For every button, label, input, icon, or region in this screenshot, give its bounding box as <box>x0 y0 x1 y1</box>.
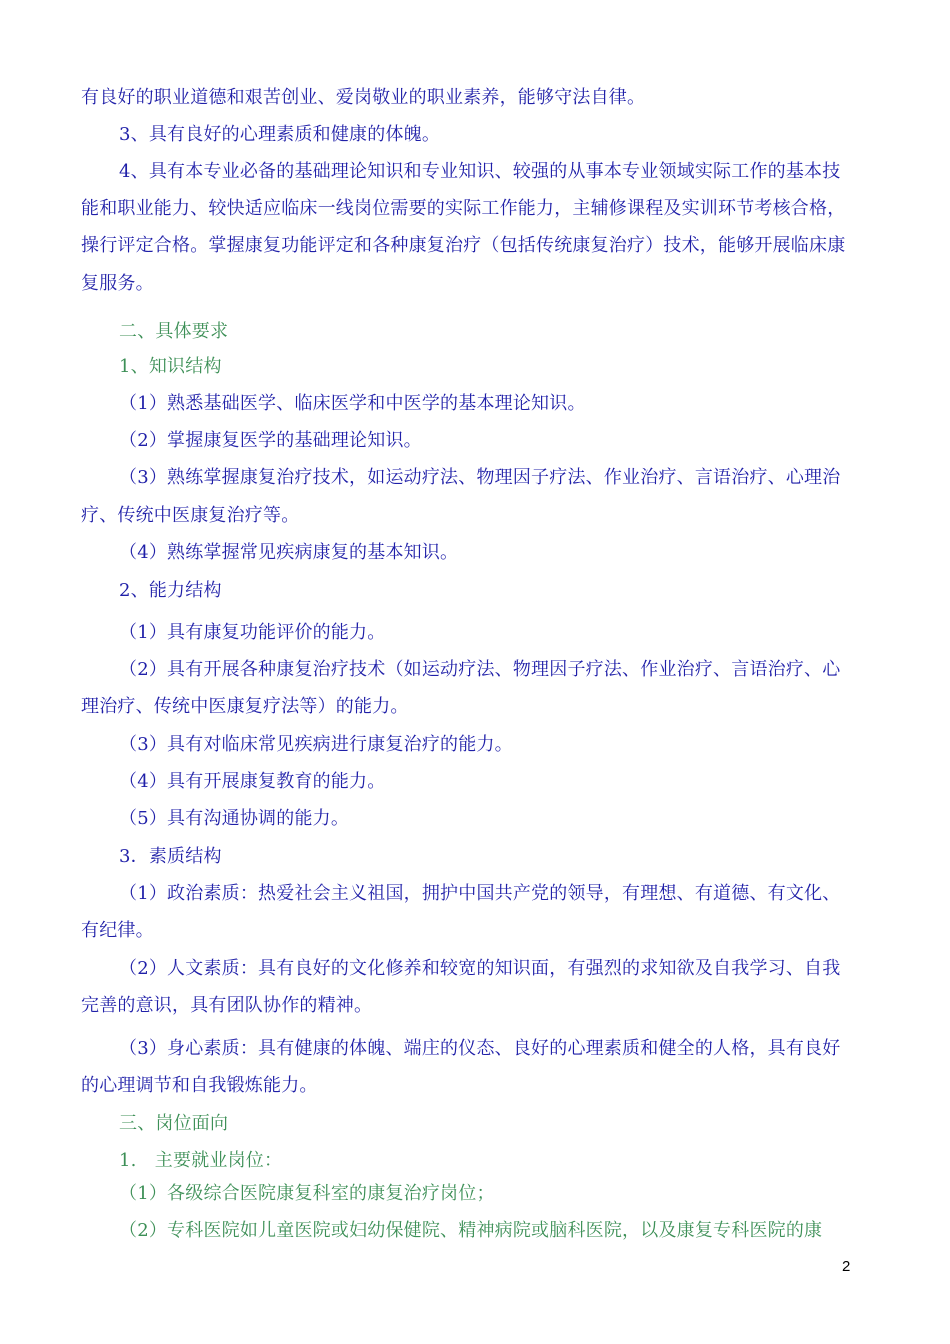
list-item: （5）具有沟通协调的能力。 <box>119 808 350 829</box>
list-item: 完善的意识，具有团队协作的精神。 <box>81 995 373 1016</box>
list-item: （1）各级综合医院康复科室的康复治疗岗位； <box>119 1183 495 1204</box>
list-item: （1）政治素质：热爱社会主义祖国，拥护中国共产党的领导，有理想、有道德、有文化、 <box>119 883 841 904</box>
paragraph-line: 操行评定合格。掌握康复功能评定和各种康复治疗（包括传统康复治疗）技术，能够开展临床康 <box>81 235 846 256</box>
list-item: （2）专科医院如儿童医院或妇幼保健院、精神病院或脑科医院，以及康复专科医院的康 <box>119 1220 823 1241</box>
paragraph-line: 有良好的职业道德和艰苦创业、爱岗敬业的职业素养，能够守法自律。 <box>81 87 646 108</box>
subsection-heading: 2、能力结构 <box>119 580 222 601</box>
page-number: 2 <box>842 1258 851 1275</box>
list-item: （3）具有对临床常见疾病进行康复治疗的能力。 <box>119 734 513 755</box>
list-item: （4）具有开展康复教育的能力。 <box>119 771 386 792</box>
list-item: （2）人文素质：具有良好的文化修养和较宽的知识面，有强烈的求知欲及自我学习、自我 <box>119 958 841 979</box>
list-item: （3）身心素质：具有健康的体魄、端庄的仪态、良好的心理素质和健全的人格，具有良好 <box>119 1038 841 1059</box>
list-item: 疗、传统中医康复治疗等。 <box>81 505 300 526</box>
list-item: 有纪律。 <box>81 920 154 941</box>
paragraph-line: 能和职业能力、较快适应临床一线岗位需要的实际工作能力，主辅修课程及实训环节考核合格， <box>81 198 846 219</box>
section-heading: 三、岗位面向 <box>119 1113 229 1134</box>
list-item: （2）掌握康复医学的基础理论知识。 <box>119 430 422 451</box>
subsection-heading: 1. 主要就业岗位： <box>119 1150 283 1171</box>
list-item: 理治疗、传统中医康复疗法等）的能力。 <box>81 696 409 717</box>
list-item: （3）熟练掌握康复治疗技术，如运动疗法、物理因子疗法、作业治疗、言语治疗、心理治 <box>119 467 841 488</box>
section-heading: 二、具体要求 <box>119 321 229 342</box>
subsection-heading: 1、知识结构 <box>119 356 222 377</box>
paragraph-line: 复服务。 <box>81 273 154 294</box>
list-item: （1）熟悉基础医学、临床医学和中医学的基本理论知识。 <box>119 393 586 414</box>
paragraph-line: 3、具有良好的心理素质和健康的体魄。 <box>119 124 441 145</box>
list-item: （4）熟练掌握常见疾病康复的基本知识。 <box>119 542 459 563</box>
subsection-heading: 3．素质结构 <box>119 846 222 867</box>
paragraph-line: 4、具有本专业必备的基础理论知识和专业知识、较强的从事本专业领域实际工作的基本技 <box>119 161 841 182</box>
list-item: （1）具有康复功能评价的能力。 <box>119 622 386 643</box>
list-item: 的心理调节和自我锻炼能力。 <box>81 1075 318 1096</box>
list-item: （2）具有开展各种康复治疗技术（如运动疗法、物理因子疗法、作业治疗、言语治疗、心 <box>119 659 841 680</box>
